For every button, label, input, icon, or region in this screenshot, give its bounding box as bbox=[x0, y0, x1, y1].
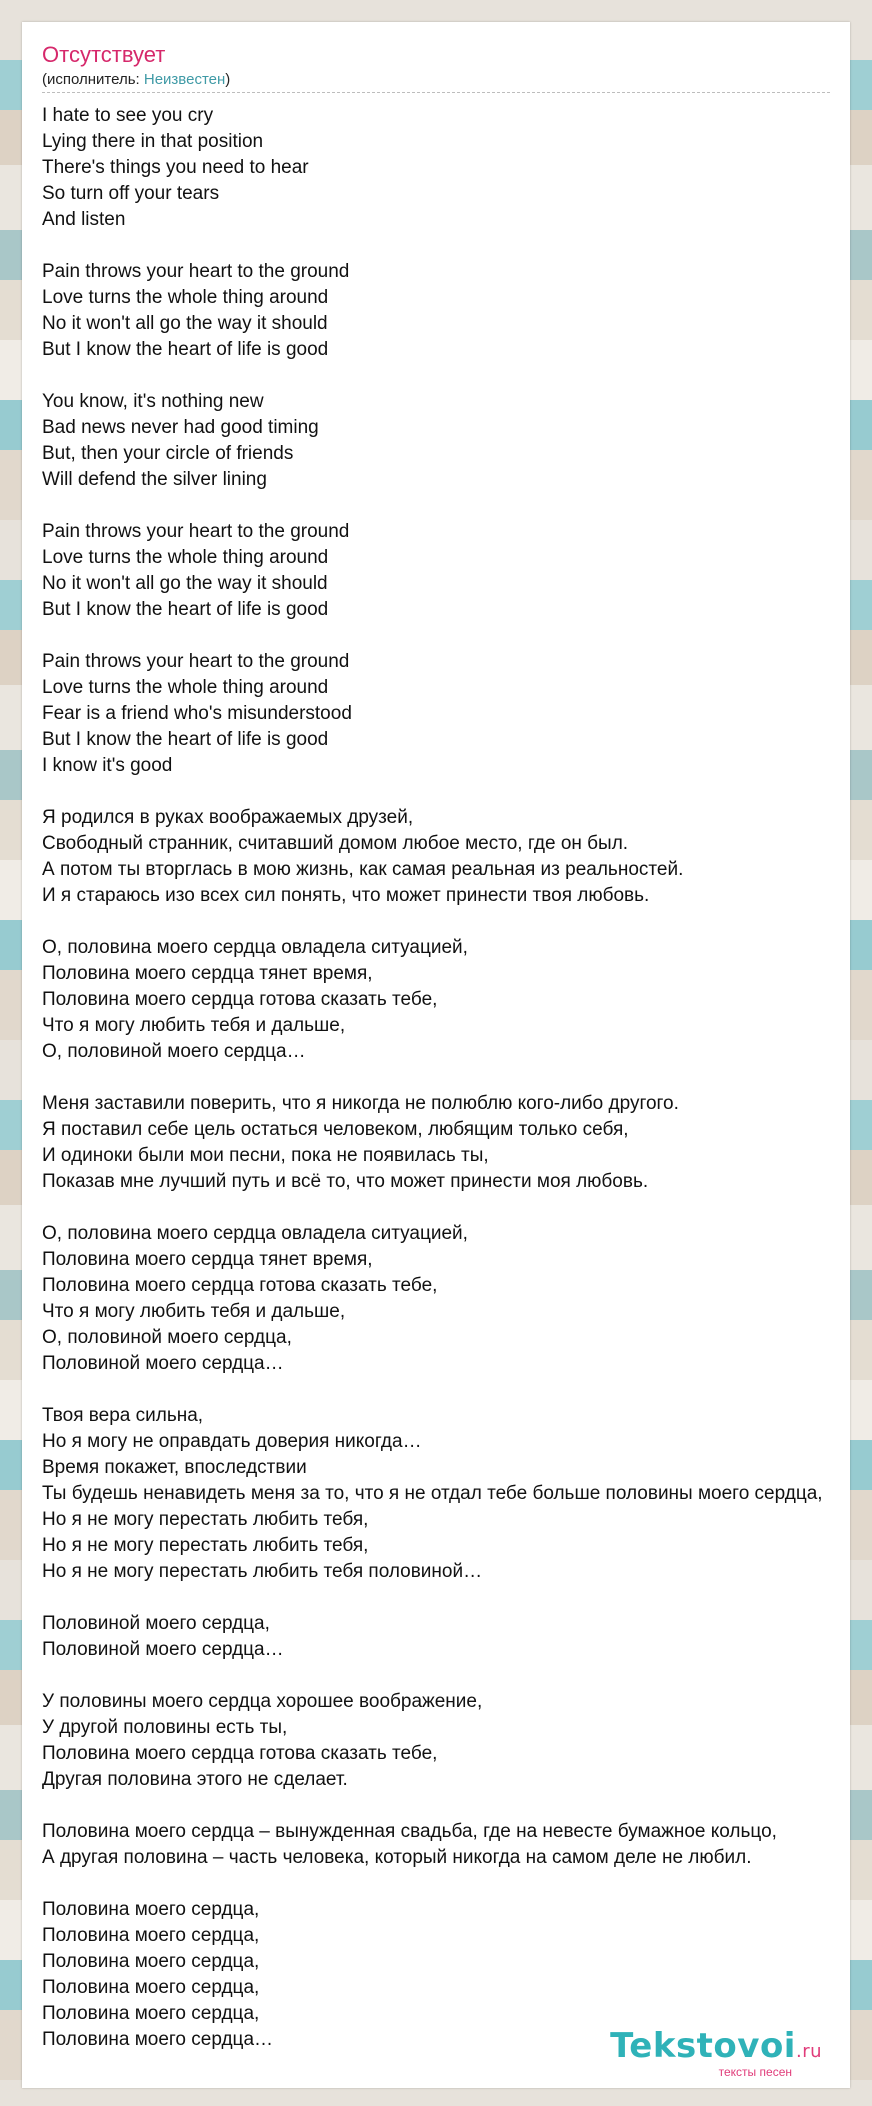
lyric-line: О, половина моего сердца овладела ситуацией, bbox=[42, 937, 468, 958]
song-title: Отсутствует bbox=[42, 42, 166, 67]
lyric-line: Показав мне лучший путь и всё то, что может принести моя любовь. bbox=[42, 1171, 649, 1192]
lyric-line: I know it's good bbox=[42, 755, 173, 776]
lyric-line: А другая половина – часть человека, который никогда на самом деле не любил. bbox=[42, 1847, 752, 1868]
lyric-line: But I know the heart of life is good bbox=[42, 339, 329, 360]
lyric-line: Я поставил себе цель остаться человеком, любящим только себя, bbox=[42, 1119, 629, 1140]
lyric-line: У другой половины есть ты, bbox=[42, 1717, 288, 1738]
stanza-gap bbox=[42, 233, 850, 259]
lyric-line: Половина моего сердца, bbox=[42, 1925, 260, 1946]
lyric-line: Половина моего сердца… bbox=[42, 2029, 274, 2050]
logo-tld: .ru bbox=[795, 2041, 822, 2062]
lyric-line: Половина моего сердца готова сказать тебе, bbox=[42, 1275, 438, 1296]
lyric-line: Свободный странник, считавший домом любое место, где он был. bbox=[42, 833, 629, 854]
site-logo[interactable] bbox=[610, 2028, 822, 2078]
lyric-line: О, половиной моего сердца… bbox=[42, 1041, 306, 1062]
lyric-line: Что я могу любить тебя и дальше, bbox=[42, 1301, 346, 1322]
lyric-line: Но я не могу перестать любить тебя, bbox=[42, 1509, 369, 1530]
lyric-line: Половиной моего сердца… bbox=[42, 1353, 284, 1374]
stanza-gap bbox=[42, 1377, 850, 1403]
lyric-line: Но я не могу перестать любить тебя половиной… bbox=[42, 1561, 483, 1582]
lyric-line: О, половина моего сердца овладела ситуацией, bbox=[42, 1223, 468, 1244]
lyrics-text bbox=[42, 103, 850, 2053]
stanza-gap bbox=[42, 363, 850, 389]
logo-tagline: тексты песен bbox=[718, 2065, 792, 2079]
lyric-line: No it won't all go the way it should bbox=[42, 573, 328, 594]
lyric-line: А потом ты вторглась в мою жизнь, как самая реальная из реальностей. bbox=[42, 859, 684, 880]
lyric-line: Что я могу любить тебя и дальше, bbox=[42, 1015, 346, 1036]
lyric-line: But I know the heart of life is good bbox=[42, 729, 329, 750]
stanza-gap bbox=[42, 1065, 850, 1091]
stanza-gap bbox=[42, 493, 850, 519]
lyric-line: Половиной моего сердца, bbox=[42, 1613, 270, 1634]
stanza-gap bbox=[42, 1663, 850, 1689]
stanza-gap bbox=[42, 909, 850, 935]
lyric-line: I hate to see you cry bbox=[42, 105, 214, 126]
lyric-line: И я стараюсь изо всех сил понять, что может принести твоя любовь. bbox=[42, 885, 650, 906]
stanza-gap bbox=[42, 1871, 850, 1897]
logo-name: Tekstovoi bbox=[610, 2026, 796, 2066]
lyric-line: Половина моего сердца готова сказать тебе, bbox=[42, 1743, 438, 1764]
artist-link[interactable]: Неизвестен bbox=[143, 71, 226, 88]
lyric-line: Ты будешь ненавидеть меня за то, что я не отдал тебе больше половины моего сердца, bbox=[42, 1483, 823, 1504]
lyric-line: Половина моего сердца тянет время, bbox=[42, 1249, 373, 1270]
lyric-line: Половина моего сердца, bbox=[42, 1951, 260, 1972]
lyric-line: И одиноки были мои песни, пока не появилась ты, bbox=[42, 1145, 489, 1166]
artist-prefix: (исполнитель: bbox=[42, 71, 144, 88]
lyric-line: Твоя вера сильна, bbox=[42, 1405, 204, 1426]
lyric-line: Я родился в руках воображаемых друзей, bbox=[42, 807, 414, 828]
lyric-line: Другая половина этого не сделает. bbox=[42, 1769, 348, 1790]
stanza-gap bbox=[42, 1585, 850, 1611]
lyric-line: Pain throws your heart to the ground bbox=[42, 651, 350, 672]
lyric-line: Will defend the silver lining bbox=[42, 469, 267, 490]
lyric-line: Половина моего сердца, bbox=[42, 1977, 260, 1998]
artist-suffix: ) bbox=[225, 71, 231, 88]
lyric-line: And listen bbox=[42, 209, 126, 230]
lyric-line: Bad news never had good timing bbox=[42, 417, 319, 438]
lyric-line: Половина моего сердца – вынужденная свадьба, где на невесте бумажное кольцо, bbox=[42, 1821, 777, 1842]
lyric-line: But I know the heart of life is good bbox=[42, 599, 329, 620]
artist-line bbox=[42, 71, 230, 89]
stanza-gap bbox=[42, 1793, 850, 1819]
lyric-line: У половины моего сердца хорошее воображение, bbox=[42, 1691, 483, 1712]
lyric-line: Pain throws your heart to the ground bbox=[42, 521, 350, 542]
lyric-line: Но я могу не оправдать доверия никогда… bbox=[42, 1431, 422, 1452]
lyric-line: Половина моего сердца готова сказать тебе, bbox=[42, 989, 438, 1010]
lyric-line: Love turns the whole thing around bbox=[42, 677, 329, 698]
lyric-line: Половиной моего сердца… bbox=[42, 1639, 284, 1660]
lyric-line: You know, it's nothing new bbox=[42, 391, 264, 412]
lyric-line: But, then your circle of friends bbox=[42, 443, 294, 464]
lyrics-card bbox=[22, 22, 850, 2088]
lyric-line: Love turns the whole thing around bbox=[42, 287, 329, 308]
stanza-gap bbox=[42, 623, 850, 649]
lyric-line: Pain throws your heart to the ground bbox=[42, 261, 350, 282]
lyric-line: No it won't all go the way it should bbox=[42, 313, 328, 334]
stanza-gap bbox=[42, 779, 850, 805]
lyric-line: Но я не могу перестать любить тебя, bbox=[42, 1535, 369, 1556]
stanza-gap bbox=[42, 1195, 850, 1221]
lyric-line: Половина моего сердца тянет время, bbox=[42, 963, 373, 984]
lyric-line: There's things you need to hear bbox=[42, 157, 309, 178]
lyric-line: Половина моего сердца, bbox=[42, 1899, 260, 1920]
lyric-line: Love turns the whole thing around bbox=[42, 547, 329, 568]
lyric-line: Fear is a friend who's misunderstood bbox=[42, 703, 352, 724]
lyric-line: Lying there in that position bbox=[42, 131, 264, 152]
lyric-line: Половина моего сердца, bbox=[42, 2003, 260, 2024]
lyric-line: О, половиной моего сердца, bbox=[42, 1327, 292, 1348]
lyric-line: So turn off your tears bbox=[42, 183, 220, 204]
title-divider bbox=[42, 92, 830, 93]
lyric-line: Меня заставили поверить, что я никогда не полюблю кого-либо другого. bbox=[42, 1093, 679, 1114]
lyric-line: Время покажет, впоследствии bbox=[42, 1457, 307, 1478]
